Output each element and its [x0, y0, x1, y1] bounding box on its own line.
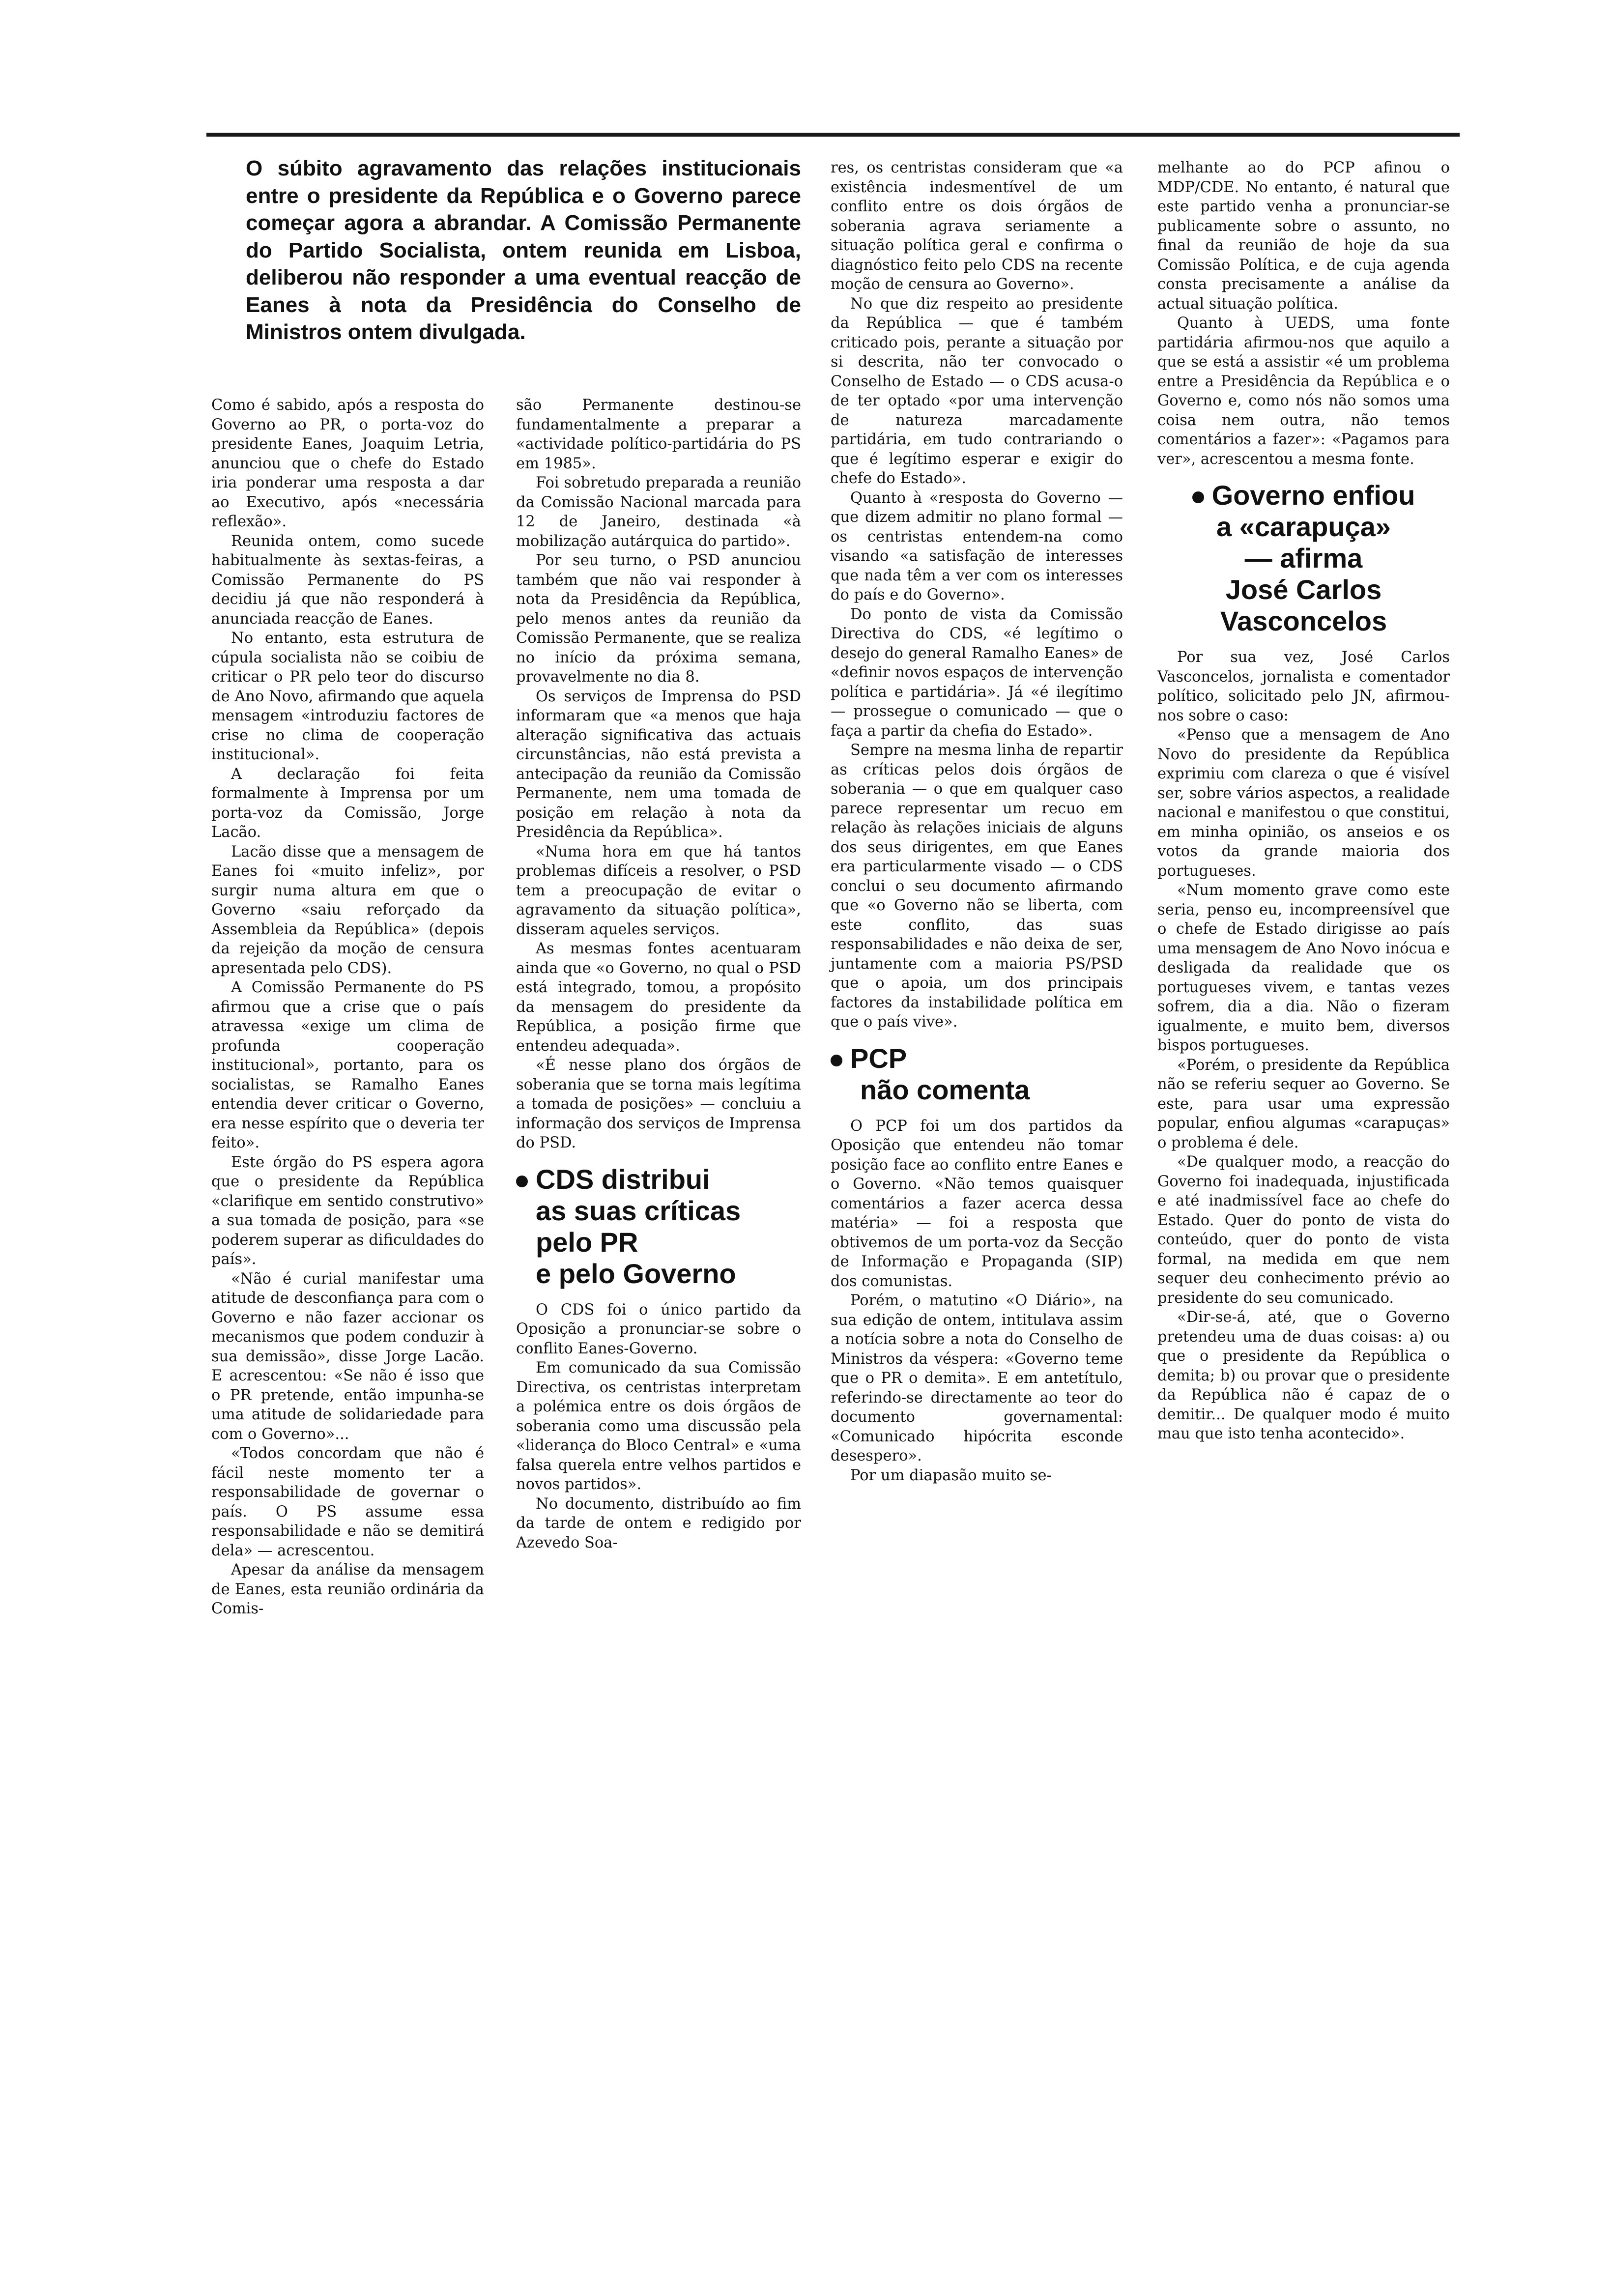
subheading-vasconcelos: [1157, 480, 1450, 637]
subheading-line: — afirma: [1244, 543, 1363, 574]
paragraph: «Numa hora em que há tantos problemas difíceis a resolver, o PSD tem a preocupação de evitar o agravamento da situação política», disseram aqueles serviços.: [516, 843, 801, 938]
paragraph: Reunida ontem, como sucede habitualmente às sextas-feiras, a Comissão Permanente do PS decidiu já que não responderá à anunciada reacção de Eanes.: [211, 532, 484, 628]
subheading-line: não comenta: [860, 1074, 1030, 1105]
subheading-line: e pelo Governo: [536, 1258, 736, 1289]
paragraph: Do ponto de vista da Comissão Directiva do CDS, «é legítimo o desejo do general Ramalho Eanes» de «definir novos espaços de intervenção política e partidária». Já «é ilegítimo — prossegue o comunicado — que o faça a partir da chefia do Estado».: [831, 605, 1123, 740]
subheading-line: José Carlos: [1225, 574, 1382, 605]
paragraph: A declaração foi feita formalmente à Imprensa por um porta-voz da Comissão, Jorge Lacão.: [211, 765, 484, 841]
column-1: [211, 396, 484, 1619]
paragraph: Por sua vez, José Carlos Vasconcelos, jornalista e comentador político, solicitado pelo JN, afirmou-nos sobre o caso:: [1157, 649, 1450, 724]
paragraph: Quanto à UEDS, uma fonte partidária afirmou-nos que aquilo a que se está a assistir «é um problema entre a Presidência da República e o Governo e, como nós não somos uma coisa nem outra, não temos comentários a fazer»: «Pagamos para ver», acrescentou a mesma fonte.: [1157, 315, 1450, 468]
paragraph: Os serviços de Imprensa do PSD informaram que «a menos que haja alteração significativa das actuais circunstâncias, não está prevista a antecipação da reunião da Comissão Permanente, nem uma tomada de posição em relação à nota da Presidência da República».: [516, 688, 801, 841]
paragraph: A Comissão Permanente do PS afirmou que a crise que o país atravessa «exige um clima de profunda cooperação institucional», portanto, para os socialistas, se Ramalho Eanes entendia dever criticar o Governo, era nesse espírito que o deveria ter feito».: [211, 979, 484, 1151]
paragraph: «Não é curial manifestar uma atitude de desconfiança para com o Governo e não fazer accionar os mecanismos que podem conduzir à sua demissão», disse Jorge Lacão. E acrescentou: «Se não é isso que o PR pretende, então impunha-se uma atitude de solidariedade para com o Governo»...: [211, 1270, 484, 1443]
paragraph: melhante ao do PCP afinou o MDP/CDE. No entanto, é natural que este partido venha a pronunciar-se publicamente sobre o assunto, no final da reunião de hoje da sua Comissão Política, e de cuja agenda consta precisamente a análise da actual situação política.: [1157, 159, 1450, 313]
paragraph: O PCP foi um dos partidos da Oposição que entendeu não tomar posição face ao conflito entre Eanes e o Governo. «Não temos quaisquer comentários a fazer acerca dessa matéria» — foi a resposta que obtivemos de um porta-voz da Secção de Informação e Propaganda (SIP) dos comunistas.: [831, 1117, 1123, 1290]
subheading-line: PCP: [850, 1042, 907, 1074]
paragraph: No entanto, esta estrutura de cúpula socialista não se coibiu de criticar o PR pelo teor do discurso de Ano Novo, afirmando que aquela mensagem «introduziu factores de crise no clima de cooperação institucional».: [211, 630, 484, 763]
paragraph: res, os centristas consideram que «a existência indesmentível de um conflito entre os dois órgãos de soberania agrava seriamente a situação política geral e confirma o diagnóstico feito pelo CDS na recente moção de censura ao Governo».: [831, 159, 1123, 293]
subheading-line: Vasconcelos: [1220, 605, 1387, 636]
subheading-pcp: [831, 1043, 1123, 1106]
paragraph: Lacão disse que a mensagem de Eanes foi «muito infeliz», por surgir numa altura em que o Governo «saiu reforçado da Assembleia da República» (depois da rejeição da moção de censura apresentada pelo CDS).: [211, 843, 484, 977]
subheading-line: Governo enfiou: [1211, 480, 1415, 511]
subheading-line: CDS distribui: [536, 1163, 710, 1195]
paragraph: Quanto à «resposta do Governo — que dizem admitir no plano formal — os centristas entendem-na como visando «a satisfação de interesses que nada têm a ver com os interesses do país e do Governo».: [831, 489, 1123, 603]
paragraph: «De qualquer modo, a reacção do Governo foi inadequada, injustificada e até inadmissível face ao chefe do Estado. Quer do ponto de vista do conteúdo, quer do ponto de vista formal, na medida em que nem sequer deu conhecimento prévio ao presidente do seu comunicado.: [1157, 1153, 1450, 1307]
paragraph: O CDS foi o único partido da Oposição a pronunciar-se sobre o conflito Eanes-Governo.: [516, 1301, 801, 1357]
subheading-line: pelo PR: [536, 1226, 638, 1258]
paragraph: «Todos concordam que não é fácil neste momento ter a responsabilidade de governar o país. O PS assume essa responsabilidade e não se demitirá dela» — acrescentou.: [211, 1445, 484, 1559]
paragraph: Foi sobretudo preparada a reunião da Comissão Nacional marcada para 12 de Janeiro, destinada «à mobilização autárquica do partido».: [516, 474, 801, 550]
paragraph: Este órgão do PS espera agora que o presidente da República «clarifique em sentido construtivo» a sua tomada de posição, para «se poderem superar as dificuldades do país».: [211, 1153, 484, 1268]
paragraph: «Porém, o presidente da República não se referiu sequer ao Governo. Se este, para usar uma expressão popular, enfiou algumas «carapuças» o problema é dele.: [1157, 1056, 1450, 1151]
bullet-icon: [1192, 491, 1204, 503]
paragraph: No documento, distribuído ao fim da tarde de ontem e redigido por Azevedo Soa-: [516, 1495, 801, 1551]
paragraph: Sempre na mesma linha de repartir as críticas pelos dois órgãos de soberania — o que em qualquer caso parece representar um recuo em relação às relações iniciais de alguns dos seus dirigentes, em que Eanes era particularmente visado — o CDS conclui o seu documento afirmando que «o Governo não se liberta, com este conflito, das suas responsabilidades e não deixa de ser, juntamente com a maioria PS/PSD que o apoia, um dos principais factores da instabilidade política em que o país vive».: [831, 742, 1123, 1031]
bullet-icon: [516, 1176, 528, 1187]
paragraph: Como é sabido, após a resposta do Governo ao PR, o porta-voz do presidente Eanes, Joaquim Letria, anunciou que o chefe do Estado iria ponderar uma resposta a dar ao Executivo, após «necessária reflexão».: [211, 397, 484, 530]
paragraph: «Num momento grave como este seria, penso eu, incompreensível que o chefe de Estado dirigisse ao país uma mensagem de Ano Novo inócua e desligada da realidade que os portugueses vivem, e tantas vezes sofrem, dia a dia. Não o fizeram igualmente, e muito bem, diversos bispos portugueses.: [1157, 882, 1450, 1054]
paragraph: «É nesse plano dos órgãos de soberania que se torna mais legítima a tomada de posições» — concluiu a informação dos serviços de Imprensa do PSD.: [516, 1057, 801, 1151]
paragraph: são Permanente destinou-se fundamentalmente a preparar a «actividade político-partidária do PS em 1985».: [516, 397, 801, 472]
bullet-icon: [831, 1055, 842, 1066]
paragraph: Por um diapasão muito se-: [850, 1466, 1052, 1484]
paragraph: As mesmas fontes acentuaram ainda que «o Governo, no qual o PSD está integrado, tomou, a propósito da mensagem do presidente da República, a posição firme que entendeu adequada».: [516, 940, 801, 1055]
paragraph: «Dir-se-á, até, que o Governo pretendeu uma de duas coisas: a) ou que o presidente da República o demita; b) ou provar que o presidente da República não é capaz de o demitir... De qualquer modo é muito mau que isto tenha acontecido».: [1157, 1309, 1450, 1442]
column-2: [516, 396, 801, 1552]
top-rule: [206, 133, 1460, 137]
subheading-cds: [516, 1164, 801, 1290]
paragraph: Em comunicado da sua Comissão Directiva, os centristas interpretam a polémica entre os dois órgãos de soberania como uma discussão pela «liderança do Bloco Central» e «uma falsa querela entre velhos partidos e novos partidos».: [516, 1359, 801, 1493]
article-lead: O súbito agravamento das relações institucionais entre o presidente da República e o Governo parece começar agora a abrandar. A Comissão Permanente do Partido Socialista, ontem reunida em Lisboa, deliberou não responder a uma eventual reacção de Eanes à nota da Presidência do Conselho de Ministros ontem divulgada.: [246, 156, 801, 344]
column-3: [831, 158, 1123, 1485]
paragraph: Apesar da análise da mensagem de Eanes, esta reunião ordinária da Comis-: [211, 1561, 484, 1617]
subheading-line: a «carapuça»: [1216, 511, 1391, 542]
column-4: [1157, 158, 1450, 1444]
subheading-line: as suas críticas: [536, 1195, 741, 1226]
paragraph: Porém, o matutino «O Diário», na sua edição de ontem, intitulava assim a notícia sobre a nota do Conselho de Ministros da véspera: «Governo teme que o PR o demita». E em antetítulo, referindo-se directamente ao teor do documento governamental: «Comunicado hipócrita esconde desespero».: [831, 1292, 1123, 1464]
paragraph: Por seu turno, o PSD anunciou também que não vai responder à nota da Presidência da República, pelo menos antes da reunião da Comissão Permanente, que se realiza no início da próxima semana, provavelmente no dia 8.: [516, 552, 801, 686]
paragraph: No que diz respeito ao presidente da República — que é também criticado pois, perante a situação por si descrita, não ter convocado o Conselho de Estado — o CDS acusa-o de ter optado «por uma intervenção de natureza marcadamente partidária, em tudo contrariando o que é legítimo esperar e exigir do chefe do Estado».: [831, 295, 1123, 487]
paragraph: «Penso que a mensagem de Ano Novo do presidente da República exprimiu com clareza o que é visível ser, sobre vários aspectos, a realidade nacional e manifestou o que constitui, em minha opinião, os anseios e os votos da grande maioria dos portugueses.: [1157, 726, 1450, 880]
